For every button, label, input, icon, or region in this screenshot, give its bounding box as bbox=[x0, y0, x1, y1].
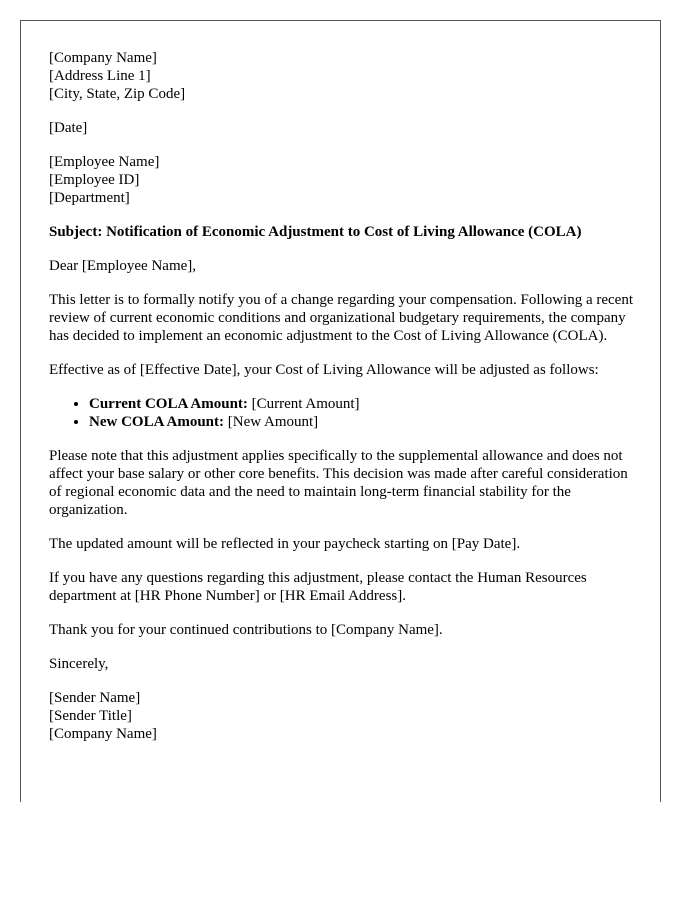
sender-city-state-zip: [City, State, Zip Code] bbox=[49, 86, 186, 102]
signature-company-name: [Company Name] bbox=[49, 726, 157, 742]
current-cola-label: Current COLA Amount: bbox=[89, 396, 248, 412]
paragraph-scope: Please note that this adjustment applies specifically to the supplemental allowance and does not affect your base salary or other core benefits. This decision was made after careful consideration of regional economic data and the need to maintain long-term financial stability for the organization. bbox=[49, 448, 628, 518]
recipient-employee-id: [Employee ID] bbox=[49, 172, 140, 188]
new-cola-label: New COLA Amount: bbox=[89, 414, 225, 430]
signature-sender-title: [Sender Title] bbox=[49, 708, 132, 724]
signature-block bbox=[49, 689, 634, 743]
signature-sender-name: [Sender Name] bbox=[49, 690, 141, 706]
recipient-employee-name: [Employee Name] bbox=[49, 154, 160, 170]
paragraph-thanks: Thank you for your continued contributions to [Company Name]. bbox=[49, 622, 443, 638]
list-item-current-cola bbox=[89, 395, 634, 413]
paragraph-contact: If you have any questions regarding this adjustment, please contact the Human Resources department at [HR Phone Number] or [HR Email Address]. bbox=[49, 570, 587, 604]
paragraph-pay-date: The updated amount will be reflected in your paycheck starting on [Pay Date]. bbox=[49, 536, 521, 552]
paragraph-effective-date: Effective as of [Effective Date], your Cost of Living Allowance will be adjusted as follows: bbox=[49, 362, 599, 378]
list-item-new-cola bbox=[89, 413, 634, 431]
letter-date: [Date] bbox=[49, 120, 88, 136]
salutation: Dear [Employee Name], bbox=[49, 258, 197, 274]
sender-company-name: [Company Name] bbox=[49, 50, 157, 66]
letter-page bbox=[20, 20, 661, 802]
recipient-block bbox=[49, 153, 634, 207]
new-cola-value: [New Amount] bbox=[224, 414, 319, 430]
adjustment-list bbox=[49, 395, 634, 431]
subject-line: Subject: Notification of Economic Adjustment to Cost of Living Allowance (COLA) bbox=[49, 224, 582, 240]
letter-content bbox=[49, 49, 634, 743]
recipient-department: [Department] bbox=[49, 190, 130, 206]
current-cola-value: [Current Amount] bbox=[247, 396, 360, 412]
paragraph-notification: This letter is to formally notify you of a change regarding your compensation. Following a recent review of current economic conditions and organizational budgetary requirements, the company has decided to implement an economic adjustment to the Cost of Living Allowance (COLA). bbox=[49, 292, 634, 344]
sender-address-line-1: [Address Line 1] bbox=[49, 68, 151, 84]
sender-address bbox=[49, 49, 634, 103]
closing: Sincerely, bbox=[49, 656, 109, 672]
